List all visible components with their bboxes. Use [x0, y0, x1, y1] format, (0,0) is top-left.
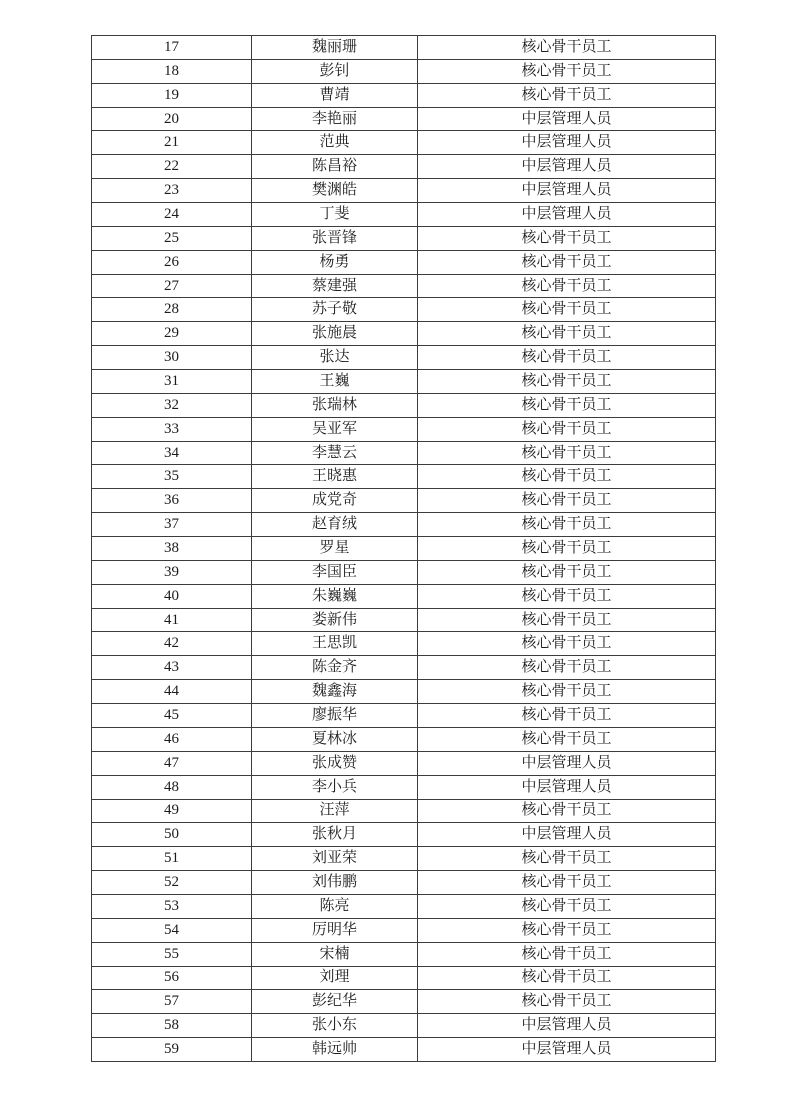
table-row	[92, 990, 716, 1014]
table-row	[92, 322, 716, 346]
table-row	[92, 966, 716, 990]
category-cell: 核心骨干员工	[418, 393, 716, 417]
category-cell: 核心骨干员工	[418, 226, 716, 250]
table-row	[92, 513, 716, 537]
category-cell: 核心骨干员工	[418, 847, 716, 871]
category-cell: 核心骨干员工	[418, 966, 716, 990]
name-cell: 陈亮	[252, 894, 418, 918]
name-cell: 张小东	[252, 1014, 418, 1038]
name-cell: 曹靖	[252, 83, 418, 107]
table-row	[92, 942, 716, 966]
table-row	[92, 250, 716, 274]
table-row	[92, 36, 716, 60]
row-number-cell: 22	[92, 155, 252, 179]
category-cell: 核心骨干员工	[418, 632, 716, 656]
row-number-cell: 59	[92, 1038, 252, 1062]
category-cell: 中层管理人员	[418, 203, 716, 227]
row-number-cell: 54	[92, 918, 252, 942]
table-row	[92, 417, 716, 441]
name-cell: 丁斐	[252, 203, 418, 227]
table-row	[92, 441, 716, 465]
name-cell: 刘伟鹏	[252, 871, 418, 895]
table-row	[92, 823, 716, 847]
table-row	[92, 608, 716, 632]
table-row	[92, 298, 716, 322]
row-number-cell: 34	[92, 441, 252, 465]
table-row	[92, 799, 716, 823]
row-number-cell: 53	[92, 894, 252, 918]
name-cell: 苏子敬	[252, 298, 418, 322]
row-number-cell: 47	[92, 751, 252, 775]
category-cell: 核心骨干员工	[418, 584, 716, 608]
table-row	[92, 226, 716, 250]
row-number-cell: 50	[92, 823, 252, 847]
category-cell: 中层管理人员	[418, 1014, 716, 1038]
name-cell: 张达	[252, 346, 418, 370]
name-cell: 张秋月	[252, 823, 418, 847]
row-number-cell: 24	[92, 203, 252, 227]
row-number-cell: 46	[92, 727, 252, 751]
category-cell: 核心骨干员工	[418, 656, 716, 680]
table-row	[92, 107, 716, 131]
name-cell: 李国臣	[252, 560, 418, 584]
row-number-cell: 18	[92, 59, 252, 83]
table-row	[92, 274, 716, 298]
row-number-cell: 27	[92, 274, 252, 298]
table-row	[92, 370, 716, 394]
row-number-cell: 21	[92, 131, 252, 155]
name-cell: 彭纪华	[252, 990, 418, 1014]
row-number-cell: 55	[92, 942, 252, 966]
roster-table-body	[92, 36, 716, 1062]
category-cell: 核心骨干员工	[418, 680, 716, 704]
name-cell: 刘理	[252, 966, 418, 990]
category-cell: 核心骨干员工	[418, 298, 716, 322]
table-row	[92, 59, 716, 83]
name-cell: 陈金齐	[252, 656, 418, 680]
row-number-cell: 25	[92, 226, 252, 250]
row-number-cell: 26	[92, 250, 252, 274]
name-cell: 魏鑫海	[252, 680, 418, 704]
name-cell: 张成赞	[252, 751, 418, 775]
row-number-cell: 48	[92, 775, 252, 799]
name-cell: 朱巍巍	[252, 584, 418, 608]
category-cell: 核心骨干员工	[418, 322, 716, 346]
name-cell: 蔡建强	[252, 274, 418, 298]
name-cell: 韩远帅	[252, 1038, 418, 1062]
category-cell: 中层管理人员	[418, 1038, 716, 1062]
row-number-cell: 29	[92, 322, 252, 346]
row-number-cell: 39	[92, 560, 252, 584]
category-cell: 核心骨干员工	[418, 274, 716, 298]
row-number-cell: 20	[92, 107, 252, 131]
name-cell: 汪萍	[252, 799, 418, 823]
table-row	[92, 465, 716, 489]
table-row	[92, 704, 716, 728]
category-cell: 中层管理人员	[418, 775, 716, 799]
row-number-cell: 40	[92, 584, 252, 608]
name-cell: 王思凯	[252, 632, 418, 656]
category-cell: 核心骨干员工	[418, 370, 716, 394]
category-cell: 核心骨干员工	[418, 250, 716, 274]
table-row	[92, 632, 716, 656]
name-cell: 李艳丽	[252, 107, 418, 131]
row-number-cell: 44	[92, 680, 252, 704]
table-row	[92, 847, 716, 871]
row-number-cell: 42	[92, 632, 252, 656]
name-cell: 赵育绒	[252, 513, 418, 537]
row-number-cell: 31	[92, 370, 252, 394]
table-row	[92, 775, 716, 799]
name-cell: 范典	[252, 131, 418, 155]
table-row	[92, 918, 716, 942]
name-cell: 陈昌裕	[252, 155, 418, 179]
category-cell: 中层管理人员	[418, 751, 716, 775]
category-cell: 中层管理人员	[418, 179, 716, 203]
name-cell: 夏林冰	[252, 727, 418, 751]
row-number-cell: 51	[92, 847, 252, 871]
table-row	[92, 656, 716, 680]
category-cell: 核心骨干员工	[418, 608, 716, 632]
table-row	[92, 560, 716, 584]
table-row	[92, 203, 716, 227]
name-cell: 王晓惠	[252, 465, 418, 489]
table-row	[92, 751, 716, 775]
name-cell: 李慧云	[252, 441, 418, 465]
category-cell: 核心骨干员工	[418, 799, 716, 823]
name-cell: 樊渊皓	[252, 179, 418, 203]
category-cell: 核心骨干员工	[418, 417, 716, 441]
name-cell: 彭钊	[252, 59, 418, 83]
category-cell: 核心骨干员工	[418, 513, 716, 537]
table-row	[92, 680, 716, 704]
table-row	[92, 393, 716, 417]
category-cell: 核心骨干员工	[418, 704, 716, 728]
table-row	[92, 179, 716, 203]
table-row	[92, 1014, 716, 1038]
category-cell: 中层管理人员	[418, 131, 716, 155]
category-cell: 中层管理人员	[418, 823, 716, 847]
name-cell: 李小兵	[252, 775, 418, 799]
category-cell: 核心骨干员工	[418, 83, 716, 107]
category-cell: 核心骨干员工	[418, 36, 716, 60]
category-cell: 核心骨干员工	[418, 894, 716, 918]
name-cell: 张施晨	[252, 322, 418, 346]
name-cell: 魏丽珊	[252, 36, 418, 60]
row-number-cell: 37	[92, 513, 252, 537]
row-number-cell: 33	[92, 417, 252, 441]
row-number-cell: 30	[92, 346, 252, 370]
table-row	[92, 83, 716, 107]
category-cell: 核心骨干员工	[418, 346, 716, 370]
row-number-cell: 57	[92, 990, 252, 1014]
name-cell: 张晋锋	[252, 226, 418, 250]
name-cell: 成党奇	[252, 489, 418, 513]
category-cell: 核心骨干员工	[418, 489, 716, 513]
row-number-cell: 43	[92, 656, 252, 680]
table-row	[92, 346, 716, 370]
table-row	[92, 489, 716, 513]
table-row	[92, 1038, 716, 1062]
table-row	[92, 155, 716, 179]
row-number-cell: 49	[92, 799, 252, 823]
row-number-cell: 58	[92, 1014, 252, 1038]
table-row	[92, 131, 716, 155]
name-cell: 娄新伟	[252, 608, 418, 632]
category-cell: 中层管理人员	[418, 107, 716, 131]
table-row	[92, 537, 716, 561]
category-cell: 核心骨干员工	[418, 465, 716, 489]
name-cell: 罗星	[252, 537, 418, 561]
row-number-cell: 45	[92, 704, 252, 728]
category-cell: 核心骨干员工	[418, 918, 716, 942]
table-row	[92, 584, 716, 608]
row-number-cell: 32	[92, 393, 252, 417]
name-cell: 杨勇	[252, 250, 418, 274]
name-cell: 吴亚军	[252, 417, 418, 441]
category-cell: 核心骨干员工	[418, 560, 716, 584]
row-number-cell: 19	[92, 83, 252, 107]
row-number-cell: 28	[92, 298, 252, 322]
category-cell: 核心骨干员工	[418, 727, 716, 751]
category-cell: 核心骨干员工	[418, 537, 716, 561]
row-number-cell: 23	[92, 179, 252, 203]
name-cell: 廖振华	[252, 704, 418, 728]
category-cell: 核心骨干员工	[418, 990, 716, 1014]
table-row	[92, 871, 716, 895]
category-cell: 核心骨干员工	[418, 441, 716, 465]
category-cell: 中层管理人员	[418, 155, 716, 179]
row-number-cell: 17	[92, 36, 252, 60]
row-number-cell: 56	[92, 966, 252, 990]
name-cell: 张瑞林	[252, 393, 418, 417]
name-cell: 王巍	[252, 370, 418, 394]
row-number-cell: 52	[92, 871, 252, 895]
row-number-cell: 38	[92, 537, 252, 561]
table-row	[92, 894, 716, 918]
name-cell: 厉明华	[252, 918, 418, 942]
category-cell: 核心骨干员工	[418, 59, 716, 83]
row-number-cell: 35	[92, 465, 252, 489]
employee-roster-table	[91, 35, 716, 1062]
table-row	[92, 727, 716, 751]
row-number-cell: 41	[92, 608, 252, 632]
name-cell: 宋楠	[252, 942, 418, 966]
row-number-cell: 36	[92, 489, 252, 513]
name-cell: 刘亚荣	[252, 847, 418, 871]
category-cell: 核心骨干员工	[418, 871, 716, 895]
category-cell: 核心骨干员工	[418, 942, 716, 966]
